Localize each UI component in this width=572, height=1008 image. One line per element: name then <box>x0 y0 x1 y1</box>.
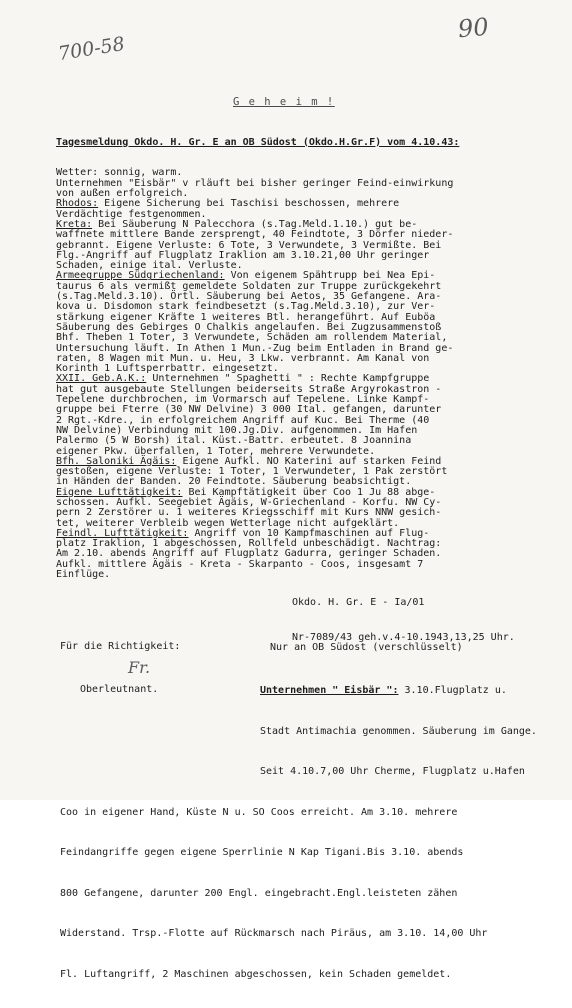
line-text: Bei Kampftätigkeit über Coo 1 Ju 88 abge- <box>182 486 436 498</box>
line-text: schossen. Aufkl. Seegebiet Ägäis, W-Griechenland - Korfu. NW Cy- <box>56 496 442 508</box>
signature-reference: Nr-7089/43 geh.v.4-10.1943,13,25 Uhr. <box>292 631 515 643</box>
line-text: Von eigenem Spähtrupp bei Nea Epi- <box>224 270 436 282</box>
section-heading: Armeegruppe Südgriechenland: <box>56 270 225 282</box>
part2-subject-label: Unternehmen " Eisbär ": <box>260 685 399 696</box>
line-text: pern 2 Zerstörer u. 1 weiteres Kriegsschiff mit Kurs NNW gesich- <box>56 507 442 519</box>
line-text: taurus 6 als vermißt gemeldete Soldaten zur Truppe zurückgekehrt <box>56 280 442 292</box>
section-heading: Bfh. Saloniki Ägäis: <box>56 455 177 467</box>
handwritten-signature: Fr. <box>128 658 151 677</box>
handwritten-page-number: 90 <box>456 12 490 44</box>
line-text: Eigene Aufkl. NO Katerini auf starken Feind <box>176 455 442 467</box>
line-text: Am 2.10. abends Angriff auf Flugplatz Gadurra, geringer Schaden. <box>56 548 442 560</box>
part2-body <box>60 657 556 1008</box>
handwritten-document-number: 700-58 <box>56 32 127 66</box>
report-title: Tagesmeldung Okdo. H. Gr. E an OB Südost (Okdo.H.Gr.F) vom 4.10.43: <box>56 136 460 148</box>
line-text: hat gut ausgebaute Stellungen beiderseits Straße Argyrokastron - <box>56 383 442 395</box>
part2-line: Stadt Antimachia genommen. Säuberung im Gange. <box>260 725 537 737</box>
signature-office: Okdo. H. Gr. E - Ia/01 <box>292 597 425 608</box>
certification-rank: Oberleutnant. <box>80 684 159 695</box>
line-text: Verdächtige festgenommen. <box>56 208 207 220</box>
line-text: Angriff von 10 Kampfmaschinen auf Flug- <box>188 527 430 539</box>
line-text: Schaden, einige ital. Verluste. <box>56 260 243 272</box>
line-text: in Händen der Banden. 20 Feindtote. Säuberung beabsichtigt. <box>56 476 412 488</box>
line-text: stärkung eigener Kräfte 1 weiteres Btl. herangeführt. Auf Euböa <box>56 311 436 323</box>
line-text: Palermo (5 W Borsh) ital. Küst.-Battr. erbeutet. 8 Joannina <box>56 435 412 447</box>
part2-line: 800 Gefangene, darunter 200 Engl. eingebracht.Engl.leisteten zähen <box>60 887 458 899</box>
line-text: Korinth 1 Luftsperrbattr. eingesetzt. <box>56 363 279 375</box>
line-text: Unternehmen "Eisbär" v rläuft bei bisher geringer Feind-einwirkung <box>56 177 454 189</box>
part2-line: Feindangriffe gegen eigene Sperrlinie N Kap Tigani.Bis 3.10. abends <box>60 847 464 858</box>
line-text: (s.Tag.Meld.3.10). Örtl. Säuberung bei Aetos, 35 Gefangene. Ara- <box>56 291 442 303</box>
line-text: Bhf. Theben 1 Toter, 3 Verwundete, Schäden am rollendem Material, <box>56 332 448 344</box>
line-text: tet, weiterer Verbleib wegen Wetterlage nicht aufgeklärt. <box>56 517 400 529</box>
line-text: NW Delvine) Verbindung mit 100.Jg.Div. aufgenommen. Im Hafen <box>56 424 418 436</box>
section-heading: Kreta: <box>56 218 93 230</box>
line-text: eigener Pkw. überfallen, 1 Toter, mehrere Verwundete. <box>56 445 376 457</box>
section-heading: XXII. Geb.A.K.: <box>56 373 147 385</box>
line-text: raten, 8 Wagen mit Mun. u. Heu, 3 Lkw. verbrannt. Am Kanal von <box>56 352 430 364</box>
line-text: 2 Rgt.-Kdre., in erfolgreichem Angriff auf Kuc. Bei Therme (40 <box>56 414 430 426</box>
line-text: gruppe bei Fterre (30 NW Delvine) 3 000 Ital. gefangen, darunter <box>56 404 442 416</box>
part2-line: Widerstand. Trsp.-Flotte auf Rückmarsch nach Piräus, am 3.10. 14,00 Uhr <box>60 928 488 939</box>
section-heading: Feindl. Lufttätigkeit: <box>56 527 189 539</box>
line-text: waffnete mittlere Bande zersprengt, 40 Feindtote, 3 Dörfer nieder- <box>56 229 454 241</box>
line-text: gebrannt. Eigene Verluste: 6 Tote, 3 Verwundete, 3 Vermißte. Bei <box>56 239 442 251</box>
part2-line: Seit 4.10.7,00 Uhr Cherme, Flugplatz u.Hafen <box>260 766 525 777</box>
line-text: Aufkl. mittlere Ägäis - Kreta - Skarpanto - Coos, insgesamt 7 <box>56 558 424 570</box>
line-text: Einflüge. <box>56 569 111 581</box>
line-text: Unternehmen " Spaghetti " : Rechte Kampfgruppe <box>146 373 430 385</box>
line-text: Flg.-Angriff auf Flugplatz Iraklion am 3.10.21,00 Uhr geringer <box>56 249 430 261</box>
line-text: Wetter: sonnig, warm. <box>56 167 183 179</box>
part2-header: Nur an OB Südost (verschlüsselt) <box>270 642 463 653</box>
section-heading: Rhodos: <box>56 198 99 210</box>
certification-label: Für die Richtigkeit: <box>60 641 181 652</box>
section-heading: Eigene Lufttätigkeit: <box>56 486 183 498</box>
part2-line: Coo in eigener Hand, Küste N u. SO Coos erreicht. Am 3.10. mehrere <box>60 806 458 818</box>
line-text: Bei Säuberung N Palecchora (s.Tag.Meld.1.10.) gut be- <box>92 218 418 230</box>
line-text: von außen erfolgreich. <box>56 188 189 200</box>
line-text: Säuberung des Gebirges O Chalkis angelaufen. Bei Zugzusammenstoß <box>56 321 442 333</box>
report-body <box>56 117 556 601</box>
line-text: Untersuchung läuft. In Athen 1 Mun.-Zug beim Entladen in Brand ge- <box>56 342 454 354</box>
part2-line: 3.10.Flugplatz u. <box>398 685 507 696</box>
line-text: Eigene Sicherung bei Taschisi beschossen, mehrere <box>98 198 400 210</box>
line-text: kova u. Disdomon stark feindbesetzt (s.Tag.Meld.3.10), zur Ver- <box>56 301 436 313</box>
report-lines <box>56 168 556 580</box>
part2-line: Fl. Luftangriff, 2 Maschinen abgeschossen, kein Schaden gemeldet. <box>60 968 452 980</box>
line-text: gestoßen, eigene Verluste: 1 Toter, 1 Verwundeter, 1 Pak zerstört <box>56 466 448 478</box>
report-line <box>56 560 556 570</box>
line-text: platz Iraklion, 1 abgeschossen, Rollfeld unbeschädigt. Nachtrag: <box>56 538 442 550</box>
classification-stamp: G e h e i m ! <box>233 96 335 108</box>
line-text: Tepelene durchbrochen, im Vormarsch auf Tepelene. Linke Kampf- <box>56 394 430 406</box>
